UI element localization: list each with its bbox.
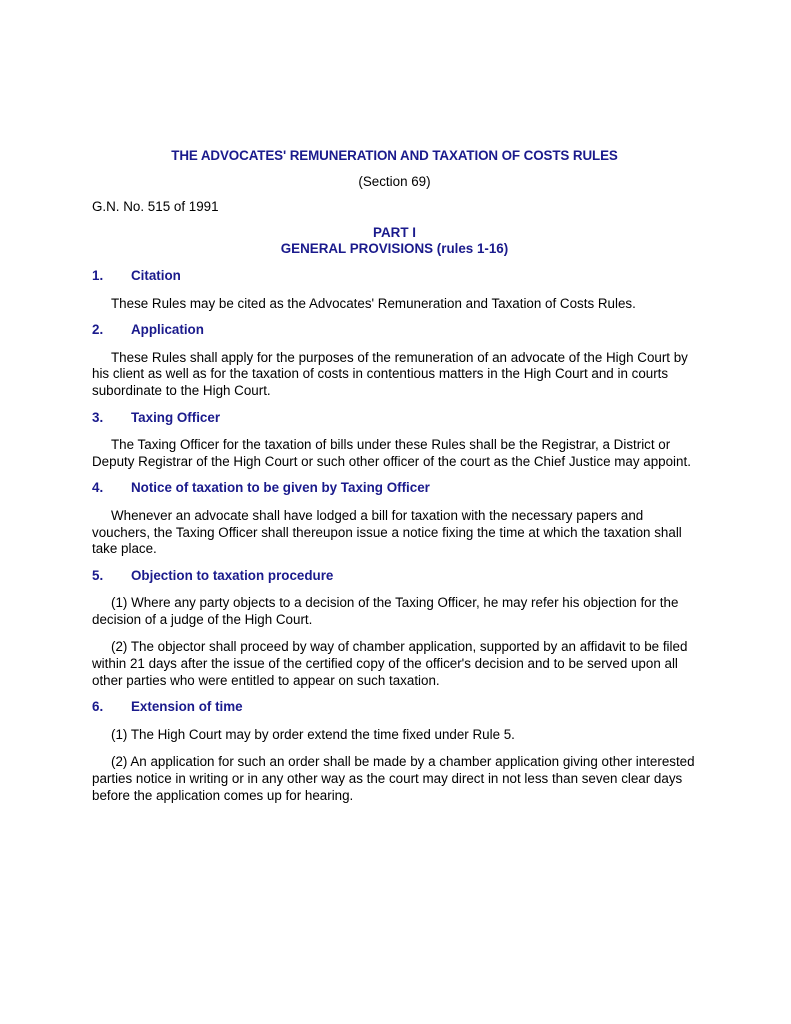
rule-heading	[92, 480, 697, 497]
rule-heading	[92, 268, 697, 285]
rule-paragraph: The Taxing Officer for the taxation of bills under these Rules shall be the Registrar, a District or Deputy Registrar of the High Court or such other officer of the court as the Chief Justice may appoint.	[92, 437, 691, 469]
rule-title: Taxing Officer	[131, 409, 221, 425]
document-body	[92, 148, 697, 804]
rule-title: Application	[131, 322, 204, 338]
document-title: THE ADVOCATES' REMUNERATION AND TAXATION OF COSTS RULES	[171, 148, 618, 163]
rule-number: 3.	[92, 409, 104, 425]
section-reference: (Section 69)	[358, 173, 431, 189]
rule-paragraph: These Rules may be cited as the Advocates' Remuneration and Taxation of Costs Rules.	[111, 295, 636, 311]
rule-paragraph: (2) The objector shall proceed by way of chamber application, supported by an affidavit to be filed within 21 days after the issue of the certified copy of the officer's decision and to be served upon all other parties who were entitled to appear on such taxation.	[92, 639, 688, 688]
rule-title: Extension of time	[131, 699, 243, 715]
rule-title: Citation	[131, 267, 181, 283]
rule-paragraph: (1) The High Court may by order extend the time fixed under Rule 5.	[111, 726, 515, 742]
rule-number: 6.	[92, 699, 104, 715]
rule-heading	[92, 568, 697, 585]
part-number: PART I	[373, 224, 416, 240]
rule-heading	[92, 699, 697, 716]
rule-title: Notice of taxation to be given by Taxing Officer	[131, 480, 430, 496]
part-title: GENERAL PROVISIONS (rules 1-16)	[280, 241, 509, 257]
rule-title: Objection to taxation procedure	[131, 567, 334, 583]
rule-heading	[92, 410, 697, 427]
rule-paragraph: These Rules shall apply for the purposes of the remuneration of an advocate of the High Court by his client as well as for the taxation of costs in contentious matters in the High Court and in courts subordinate to the High Court.	[92, 349, 688, 398]
rule-number: 5.	[92, 567, 104, 583]
rule-paragraph: (1) Where any party objects to a decision of the Taxing Officer, he may refer his objection for the decision of a judge of the High Court.	[92, 595, 679, 627]
rule-heading	[92, 322, 697, 339]
rule-paragraph: (2) An application for such an order shall be made by a chamber application giving other interested parties notice in writing or in any other way as the court may direct in not less than seven clear days before the application comes up for hearing.	[92, 754, 695, 803]
rule-paragraph: Whenever an advocate shall have lodged a bill for taxation with the necessary papers and vouchers, the Taxing Officer shall thereupon issue a notice fixing the time at which the taxation shall take place.	[92, 507, 682, 557]
government-notice-number: G.N. No. 515 of 1991	[92, 199, 219, 215]
part-heading	[92, 225, 697, 258]
rule-number: 2.	[92, 322, 104, 338]
rule-number: 4.	[92, 480, 104, 496]
rule-number: 1.	[92, 267, 104, 283]
